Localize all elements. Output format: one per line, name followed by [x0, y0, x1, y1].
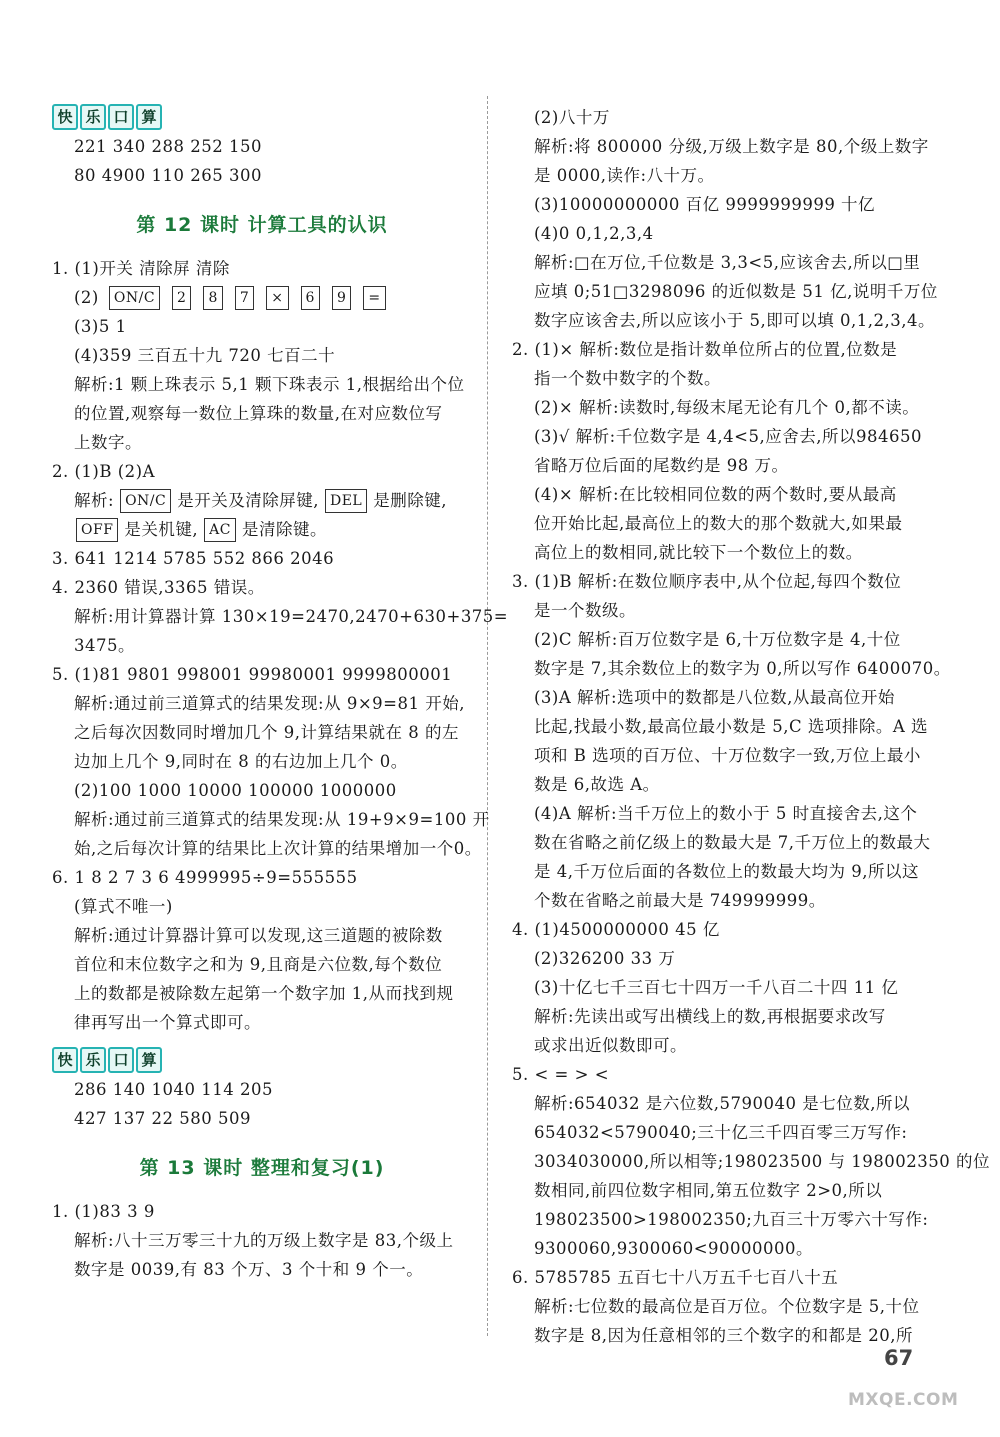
answer-line: 位开始比起,最高位上的数大的那个数就大,如果最: [534, 514, 903, 533]
analysis-label: 解析:: [74, 491, 115, 510]
key-sequence-line: [52, 283, 472, 312]
analysis-text: 是关机键,: [124, 520, 199, 539]
answer-line: 数是 6,故选 A。: [534, 775, 660, 794]
kkb-char: 快: [52, 104, 78, 130]
answer-line: 数字是 7,其余数位上的数字为 0,所以写作 6400070。: [534, 659, 951, 678]
analysis-line: 解析:将 800000 分级,万级上数字是 80,个级上数字: [534, 137, 929, 156]
analysis-line: 之后每次因数同时增加几个 9,计算结果就在 8 的左: [74, 723, 459, 742]
answer-line: 比起,找最小数,最高位最小数是 5,C 选项排除。A 选: [534, 717, 929, 736]
answer-line: 1. (1)开关 清除屏 清除: [52, 259, 230, 278]
answer-line: 9300060,9300060<90000000。: [534, 1239, 814, 1258]
right-column-lines: [512, 103, 990, 1350]
analysis-line: 解析:八十三万零三十九的万级上数字是 83,个级上: [74, 1231, 454, 1250]
analysis-line: 解析:通过计算器计算可以发现,这三道题的被除数: [74, 926, 443, 945]
analysis-line: 边加上几个 9,同时在 8 的右边加上几个 0。: [74, 752, 408, 771]
answer-line: 是 4,千万位后面的各数位上的数最大均为 9,所以这: [534, 862, 919, 881]
analysis-line: 解析:用计算器计算 130×19=2470,2470+630+375=: [74, 607, 509, 626]
calc-key-7: 7: [235, 286, 254, 310]
analysis-line: 解析:通过前三道算式的结果发现:从 19+9×9=100 开: [74, 810, 490, 829]
answer-line: (3)10000000000 百亿 9999999999 十亿: [534, 195, 876, 214]
calc-key-del: DEL: [325, 489, 367, 513]
answer-line: 3034030000,所以相等;198023500 与 198002350 的位: [534, 1152, 990, 1171]
calc-key-9: 9: [332, 286, 351, 310]
analysis-line: (4)A 解析:当千万位上的数小于 5 时直接舍去,这个: [534, 804, 918, 823]
analysis-line: (2)C 解析:百万位数字是 6,十万位数字是 4,十位: [534, 630, 901, 649]
calc-key-ac: AC: [204, 518, 236, 542]
answer-line: 省略万位后面的尾数约是 98 万。: [534, 456, 789, 475]
answer-line: (3)十亿七千三百七十四万一千八百二十四 11 亿: [534, 978, 899, 997]
kkb-char: 口: [108, 104, 134, 130]
kousuan-row: 427 137 22 580 509: [74, 1109, 251, 1128]
answer-line: 5. < = > <: [512, 1065, 610, 1084]
analysis-line: 始,之后每次计算的结果比上次计算的结果增加一个0。: [74, 839, 482, 858]
answer-line: (2)八十万: [534, 108, 610, 127]
kousuan-row: 286 140 1040 114 205: [74, 1080, 273, 1099]
page-number: 67: [884, 1346, 914, 1370]
analysis-text: 是删除键,: [373, 491, 447, 510]
analysis-line: 解析:通过前三道算式的结果发现:从 9×9=81 开始,: [74, 694, 465, 713]
lesson-title-text: 第 13 课时 整理和复习(1): [139, 1156, 385, 1179]
analysis-line: [52, 486, 472, 515]
analysis-line: 解析:1 颗上珠表示 5,1 颗下珠表示 1,根据给出个位: [74, 375, 465, 394]
kkb-char: 乐: [80, 104, 106, 130]
analysis-line: 首位和末位数字之和为 9,且商是六位数,每个数位: [74, 955, 443, 974]
answer-line: (4)0 0,1,2,3,4: [534, 224, 654, 243]
calc-key-onc: ON/C: [109, 286, 160, 310]
calc-key-equals: =: [363, 286, 385, 310]
lesson-title-text: 第 12 课时 计算工具的认识: [136, 213, 388, 236]
answer-line: (2)326200 33 万: [534, 949, 676, 968]
kuaile-kousuan-label-1: [52, 104, 472, 130]
analysis-text: 是清除键。: [241, 520, 327, 539]
analysis-line: 的位置,观察每一数位上算珠的数量,在对应数位写: [74, 404, 443, 423]
watermark: MXQE.COM: [848, 1390, 959, 1410]
answer-line: 2. (1)B (2)A: [52, 462, 156, 481]
analysis-line: 上数字。: [74, 433, 142, 452]
analysis-line: 解析:七位数的最高位是百万位。个位数字是 5,十位: [534, 1297, 920, 1316]
answer-line: 数字是 8,因为任意相邻的三个数字的和都是 20,所: [534, 1326, 913, 1345]
kkb-char: 算: [136, 104, 162, 130]
answer-line: 6. 1 8 2 7 3 6 4999995÷9=555555: [52, 868, 358, 887]
answer-line: (3)5 1: [74, 317, 127, 336]
analysis-text: 是开关及清除屏键,: [177, 491, 319, 510]
kkb-char: 算: [136, 1047, 162, 1073]
right-column: [512, 103, 990, 1350]
answer-line: 是一个数级。: [534, 601, 636, 620]
analysis-line: (4)× 解析:在比较相同位数的两个数时,要从最高: [534, 485, 897, 504]
calc-key-8: 8: [203, 286, 222, 310]
analysis-line: 数字是 0039,有 83 个万、3 个十和 9 个一。: [74, 1260, 424, 1279]
lesson-12-title: [52, 198, 472, 248]
answer-line: 4. 2360 错误,3365 错误。: [52, 578, 265, 597]
kousuan-row: 80 4900 110 265 300: [74, 166, 262, 185]
answer-line: 3. 641 1214 5785 552 866 2046: [52, 549, 335, 568]
answer-line: 6. 5785785 五百七十八万五千七百八十五: [512, 1268, 839, 1287]
answer-line: 指一个数中数字的个数。: [534, 369, 721, 388]
analysis-line: 解析:654032 是六位数,5790040 是七位数,所以: [534, 1094, 911, 1113]
answer-line: 5. (1)81 9801 998001 99980001 9999800001: [52, 665, 453, 684]
analysis-line: (3)A 解析:选项中的数都是八位数,从最高位开始: [534, 688, 895, 707]
kousuan-row: 221 340 288 252 150: [74, 137, 262, 156]
analysis-line: 3475。: [74, 636, 135, 655]
calc-key-2: 2: [172, 286, 191, 310]
column-divider: [487, 96, 488, 1336]
answer-line: (算式不唯一): [74, 897, 173, 916]
calc-key-onc: ON/C: [120, 489, 171, 513]
kkb-char: 口: [108, 1047, 134, 1073]
analysis-line: 解析:先读出或写出横线上的数,再根据要求改写: [534, 1007, 886, 1026]
answer-line: 198023500>198002350;九百三十万零六十写作:: [534, 1210, 929, 1229]
kuaile-kousuan-label-2: [52, 1047, 472, 1073]
answer-line: 高位上的数相同,就比较下一个数位上的数。: [534, 543, 863, 562]
calc-key-off: OFF: [76, 518, 118, 542]
calc-key-6: 6: [301, 286, 320, 310]
kkb-char: 乐: [80, 1047, 106, 1073]
analysis-line: 2. (1)× 解析:数位是指计数单位所占的位置,位数是: [512, 340, 898, 359]
answer-line: 应填 0;51□3298096 的近似数是 51 亿,说明千万位: [534, 282, 938, 301]
answer-text: (2): [74, 288, 99, 307]
answer-line: 个数在省略之前最大是 749999999。: [534, 891, 826, 910]
answer-line: 数字应该舍去,所以应该小于 5,即可以填 0,1,2,3,4。: [534, 311, 935, 330]
analysis-line: (2)× 解析:读数时,每级末尾无论有几个 0,都不读。: [534, 398, 920, 417]
lesson-13-title: [52, 1141, 472, 1191]
answer-line: 1. (1)83 3 9: [52, 1202, 155, 1221]
answer-line: 654032<5790040;三十亿三千四百零三万写作:: [534, 1123, 908, 1142]
analysis-line: 3. (1)B 解析:在数位顺序表中,从个位起,每四个数位: [512, 572, 902, 591]
answer-line: 4. (1)4500000000 45 亿: [512, 920, 720, 939]
answer-line: 是 0000,读作:八十万。: [534, 166, 715, 185]
kkb-char: 快: [52, 1047, 78, 1073]
answer-line: 数相同,前四位数字相同,第五位数字 2>0,所以: [534, 1181, 883, 1200]
left-column: [52, 100, 509, 1284]
answer-line: (4)359 三百五十九 720 七百二十: [74, 346, 336, 365]
analysis-line: 解析:□在万位,千位数是 3,3<5,应该舍去,所以□里: [534, 253, 921, 272]
calc-key-multiply: ×: [266, 286, 288, 310]
analysis-line: 律再写出一个算式即可。: [74, 1013, 261, 1032]
analysis-line: 上的数都是被除数左起第一个数字加 1,从而找到规: [74, 984, 454, 1003]
analysis-line: (3)√ 解析:千位数字是 4,4<5,应舍去,所以984650: [534, 427, 922, 446]
answer-line: 项和 B 选项的百万位、十万位数字一致,万位上最小: [534, 746, 921, 765]
answer-line: 或求出近似数即可。: [534, 1036, 687, 1055]
answer-line: (2)100 1000 10000 100000 1000000: [74, 781, 397, 800]
answer-line: 数在省略之前亿级上的数最大是 7,千万位上的数最大: [534, 833, 931, 852]
analysis-line: [52, 515, 472, 544]
